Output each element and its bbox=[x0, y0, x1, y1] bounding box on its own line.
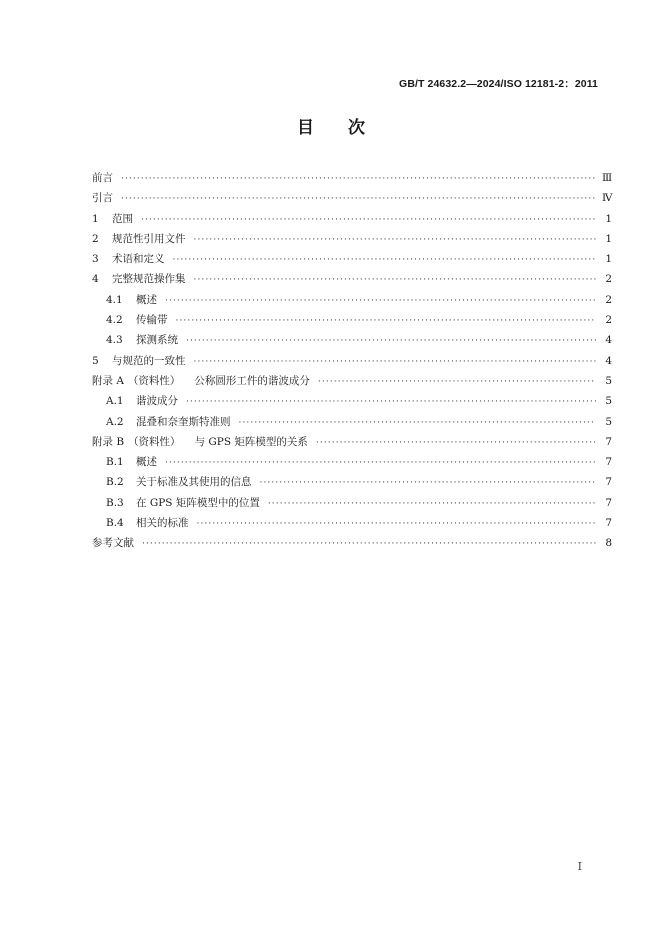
toc-entry-page: 2 bbox=[605, 314, 612, 327]
toc-entry-page: 7 bbox=[605, 496, 612, 509]
toc-dot-leader bbox=[268, 494, 596, 514]
toc-entry-page: 1 bbox=[605, 253, 612, 266]
toc-entry-title: 概述 bbox=[136, 456, 157, 469]
toc-entry-number: A.2 bbox=[106, 415, 124, 428]
toc-entry-number: 4.1 bbox=[106, 293, 123, 306]
toc-entry-page: 7 bbox=[605, 476, 612, 489]
toc-dot-leader bbox=[194, 270, 597, 290]
toc-dot-leader bbox=[141, 210, 596, 230]
toc-dot-leader bbox=[318, 372, 596, 392]
toc-entry-title: 范围 bbox=[112, 212, 133, 225]
toc-entry-page: 8 bbox=[605, 537, 612, 550]
toc-entry-annex-label: 附录 B bbox=[92, 435, 125, 448]
toc-entry[interactable] bbox=[92, 269, 612, 289]
toc-entry[interactable] bbox=[92, 249, 612, 269]
toc-dot-leader bbox=[260, 473, 597, 493]
toc-entry-number: 3 bbox=[92, 253, 99, 266]
toc-dot-leader bbox=[239, 413, 597, 433]
page-title-char-1: 目 bbox=[297, 118, 314, 138]
standard-code: GB/T 24632.2—2024/ISO 12181-2：2011 bbox=[399, 78, 598, 90]
toc-dot-leader bbox=[186, 331, 596, 351]
page-title bbox=[0, 113, 662, 138]
toc-entry-title: 引言 bbox=[92, 192, 113, 205]
table-of-contents bbox=[92, 168, 612, 554]
toc-entry-title: 概述 bbox=[136, 293, 157, 306]
toc-entry[interactable] bbox=[92, 472, 612, 492]
toc-entry-title: 混叠和奈奎斯特准则 bbox=[136, 415, 231, 428]
toc-entry-annex-category: （资料性） bbox=[128, 435, 181, 448]
toc-entry-number: B.2 bbox=[106, 476, 124, 489]
toc-dot-leader bbox=[197, 514, 597, 534]
toc-entry[interactable] bbox=[92, 351, 612, 371]
toc-entry[interactable] bbox=[92, 513, 612, 533]
toc-dot-leader bbox=[186, 392, 596, 412]
toc-entry-title: 术语和定义 bbox=[112, 253, 165, 266]
toc-entry[interactable] bbox=[92, 493, 612, 513]
toc-entry-number: 4.2 bbox=[106, 314, 123, 327]
toc-entry-number: B.3 bbox=[106, 496, 124, 509]
toc-entry-title: 在 GPS 矩阵模型中的位置 bbox=[136, 496, 260, 509]
toc-entry[interactable] bbox=[92, 432, 612, 452]
toc-entry-page: 7 bbox=[605, 456, 612, 469]
page-title-char-2: 次 bbox=[348, 118, 365, 138]
toc-entry-page: 2 bbox=[605, 273, 612, 286]
toc-entry-title: 关于标准及其使用的信息 bbox=[136, 476, 252, 489]
toc-entry-title: 参考文献 bbox=[92, 537, 134, 550]
toc-entry-page: 4 bbox=[605, 354, 612, 367]
toc-dot-leader bbox=[173, 250, 597, 270]
toc-entry[interactable] bbox=[92, 412, 612, 432]
toc-entry-page: 7 bbox=[605, 517, 612, 530]
toc-entry-annex-category: （资料性） bbox=[127, 374, 181, 387]
toc-entry-title: 传输带 bbox=[136, 314, 168, 327]
toc-dot-leader bbox=[316, 433, 596, 453]
toc-entry-title: 公称圆形工件的谐波成分 bbox=[194, 374, 310, 387]
toc-entry-title: 规范性引用文件 bbox=[112, 232, 186, 245]
toc-entry-annex-label: 附录 A bbox=[92, 374, 124, 387]
toc-entry[interactable] bbox=[92, 188, 612, 208]
toc-dot-leader bbox=[121, 169, 596, 189]
toc-entry-page: 1 bbox=[605, 212, 612, 225]
toc-entry-page: 7 bbox=[605, 435, 612, 448]
toc-entry-page: Ⅲ bbox=[602, 172, 613, 184]
toc-dot-leader bbox=[165, 291, 596, 311]
toc-entry[interactable] bbox=[92, 330, 612, 350]
toc-entry-number: B.1 bbox=[106, 456, 124, 469]
toc-entry[interactable] bbox=[92, 371, 612, 391]
toc-entry-title: 与规范的一致性 bbox=[112, 354, 186, 367]
toc-entry-page: 5 bbox=[605, 395, 612, 408]
toc-entry-title: 前言 bbox=[92, 172, 113, 184]
toc-entry[interactable] bbox=[92, 391, 612, 411]
toc-dot-leader bbox=[194, 352, 597, 372]
toc-entry-number: B.4 bbox=[106, 517, 124, 530]
toc-entry-page: 4 bbox=[605, 334, 612, 347]
toc-entry-title: 谐波成分 bbox=[136, 395, 178, 408]
toc-entry-title: 与 GPS 矩阵模型的关系 bbox=[194, 435, 308, 448]
toc-entry-number: 4 bbox=[92, 273, 99, 286]
toc-entry[interactable] bbox=[92, 310, 612, 330]
toc-entry-title: 相关的标准 bbox=[136, 517, 189, 530]
toc-entry-number: A.1 bbox=[106, 395, 124, 408]
toc-entry-page: 5 bbox=[605, 374, 612, 387]
toc-dot-leader bbox=[194, 230, 597, 250]
toc-dot-leader bbox=[176, 311, 597, 331]
toc-dot-leader bbox=[121, 189, 596, 209]
toc-entry-page: 2 bbox=[605, 293, 612, 306]
toc-entry[interactable] bbox=[92, 533, 612, 553]
toc-entry-number: 5 bbox=[92, 354, 99, 367]
toc-entry[interactable] bbox=[92, 229, 612, 249]
toc-dot-leader bbox=[165, 453, 596, 473]
toc-entry[interactable] bbox=[92, 452, 612, 472]
toc-entry-number: 1 bbox=[92, 212, 99, 225]
toc-entry-page: 1 bbox=[605, 232, 612, 245]
toc-entry-number: 4.3 bbox=[106, 334, 123, 347]
toc-entry-title: 完整规范操作集 bbox=[112, 273, 186, 286]
toc-entry[interactable] bbox=[92, 209, 612, 229]
toc-entry[interactable] bbox=[92, 290, 612, 310]
toc-entry-title: 探测系统 bbox=[136, 334, 178, 347]
toc-entry-page: Ⅳ bbox=[602, 192, 613, 205]
toc-entry-number: 2 bbox=[92, 232, 99, 245]
toc-dot-leader bbox=[142, 534, 596, 554]
page-number: I bbox=[577, 860, 582, 873]
toc-entry-page: 5 bbox=[605, 415, 612, 428]
toc-entry[interactable] bbox=[92, 168, 612, 188]
